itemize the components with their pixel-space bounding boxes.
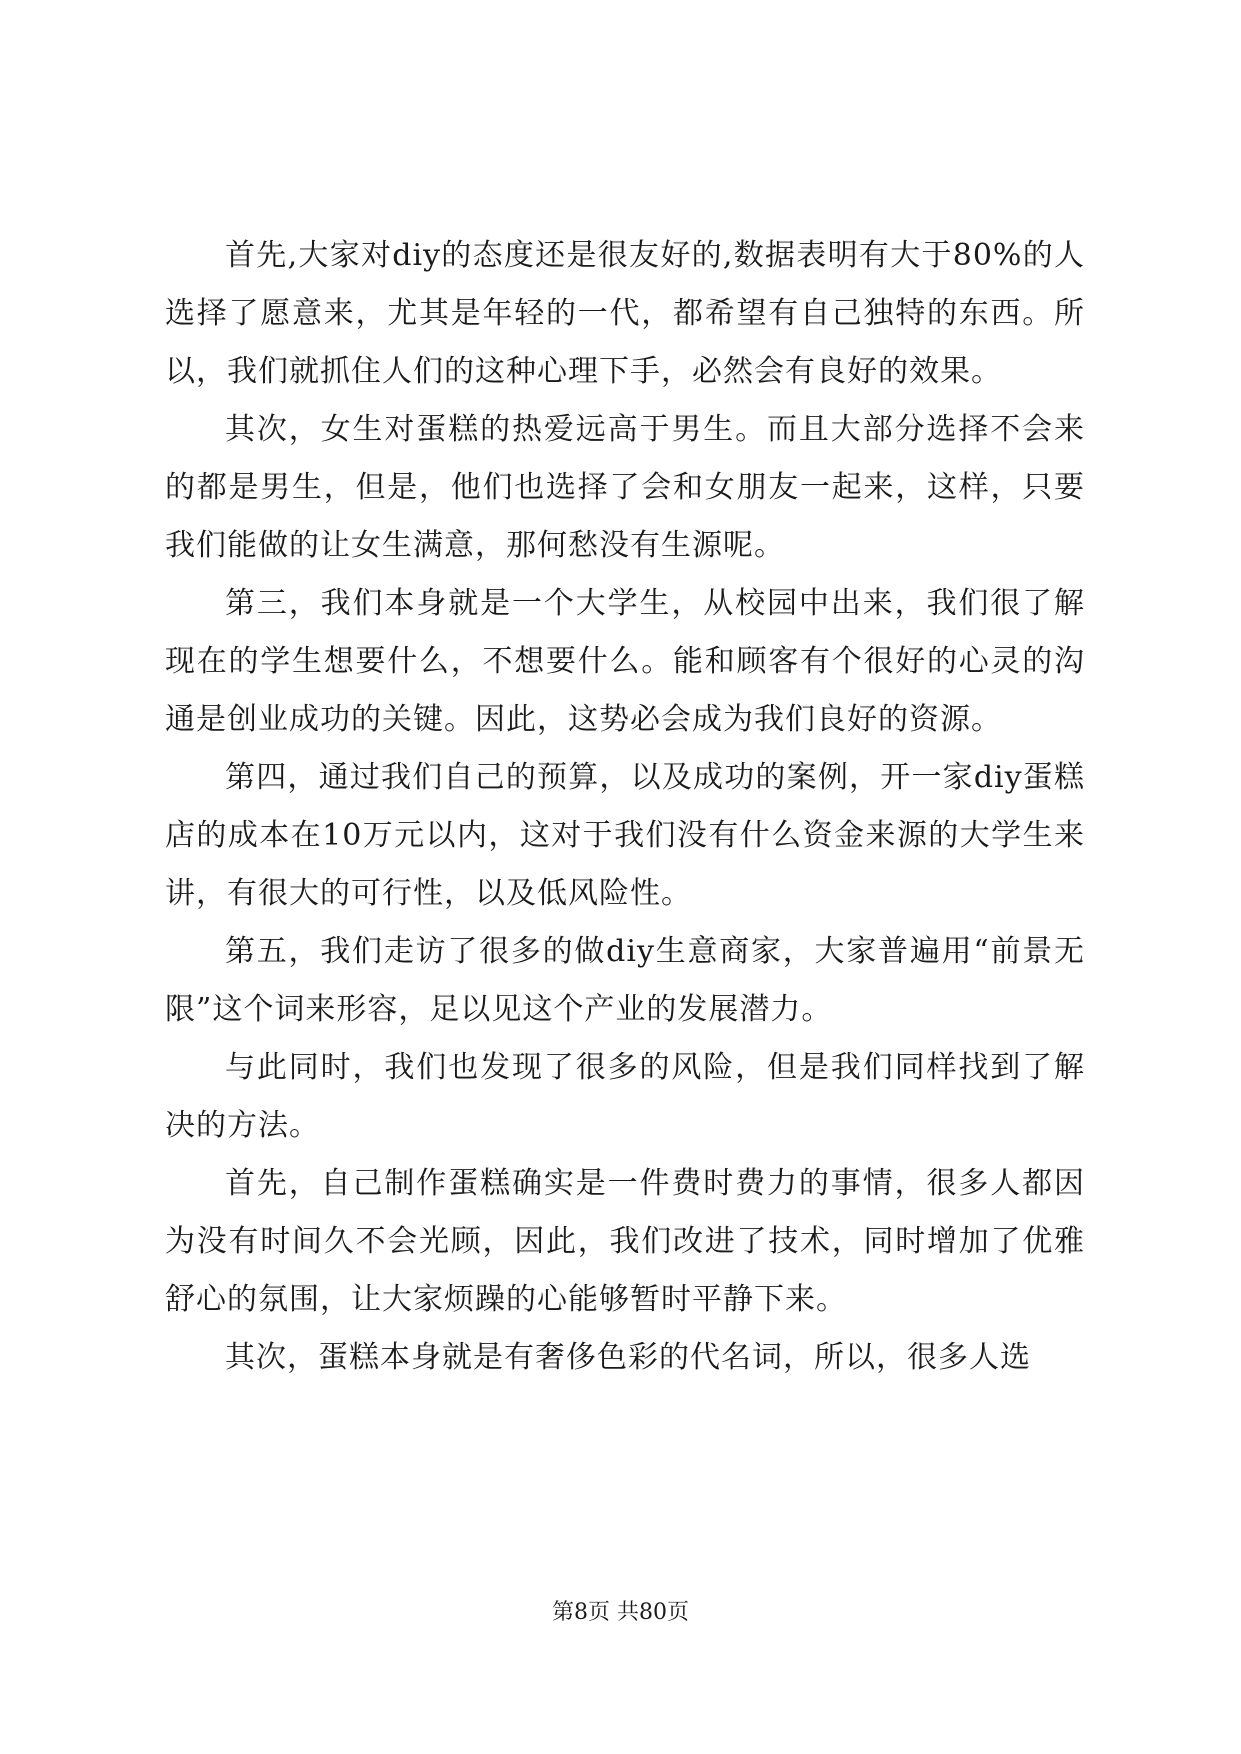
paragraph-8: 其次，蛋糕本身就是有奢侈色彩的代名词，所以，很多人选 — [225, 1340, 1031, 1375]
paragraph-5: 第五，我们走访了很多的做diy生意商家，大家普遍用“前景无限”这个词来形容，足以见这个产业的发展潜力。 — [165, 934, 1085, 1027]
paragraph-2: 其次，女生对蛋糕的热爱远高于男生。而且大部分选择不会来的都是男生，但是，他们也选择了会和女朋友一起来，这样，只要我们能做的让女生满意，那何愁没有生源呢。 — [165, 412, 1085, 563]
paragraph-1: 首先,大家对diy的态度还是很友好的,数据表明有大于80%的人选择了愿意来，尤其是年轻的一代，都希望有自己独特的东西。所以，我们就抓住人们的这种心理下手，必然会有良好的效果。 — [165, 238, 1085, 389]
paragraph-4: 第四，通过我们自己的预算，以及成功的案例，开一家diy蛋糕店的成本在10万元以内，这对于我们没有什么资金来源的大学生来讲，有很大的可行性，以及低风险性。 — [165, 760, 1085, 911]
paragraph-7: 首先，自己制作蛋糕确实是一件费时费力的事情，很多人都因为没有时间久不会光顾，因此，我们改进了技术，同时增加了优雅舒心的氛围，让大家烦躁的心能够暂时平静下来。 — [165, 1166, 1085, 1317]
paragraph-3: 第三，我们本身就是一个大学生，从校园中出来，我们很了解现在的学生想要什么，不想要什么。能和顾客有个很好的心灵的沟通是创业成功的关键。因此，这势必会成为我们良好的资源。 — [165, 586, 1085, 737]
page-number-label: 第8页 共80页 — [552, 1600, 689, 1625]
page-footer — [0, 1598, 1241, 1628]
paragraph-6: 与此同时，我们也发现了很多的风险，但是我们同样找到了解决的方法。 — [165, 1050, 1085, 1143]
body-text — [165, 227, 1085, 1387]
